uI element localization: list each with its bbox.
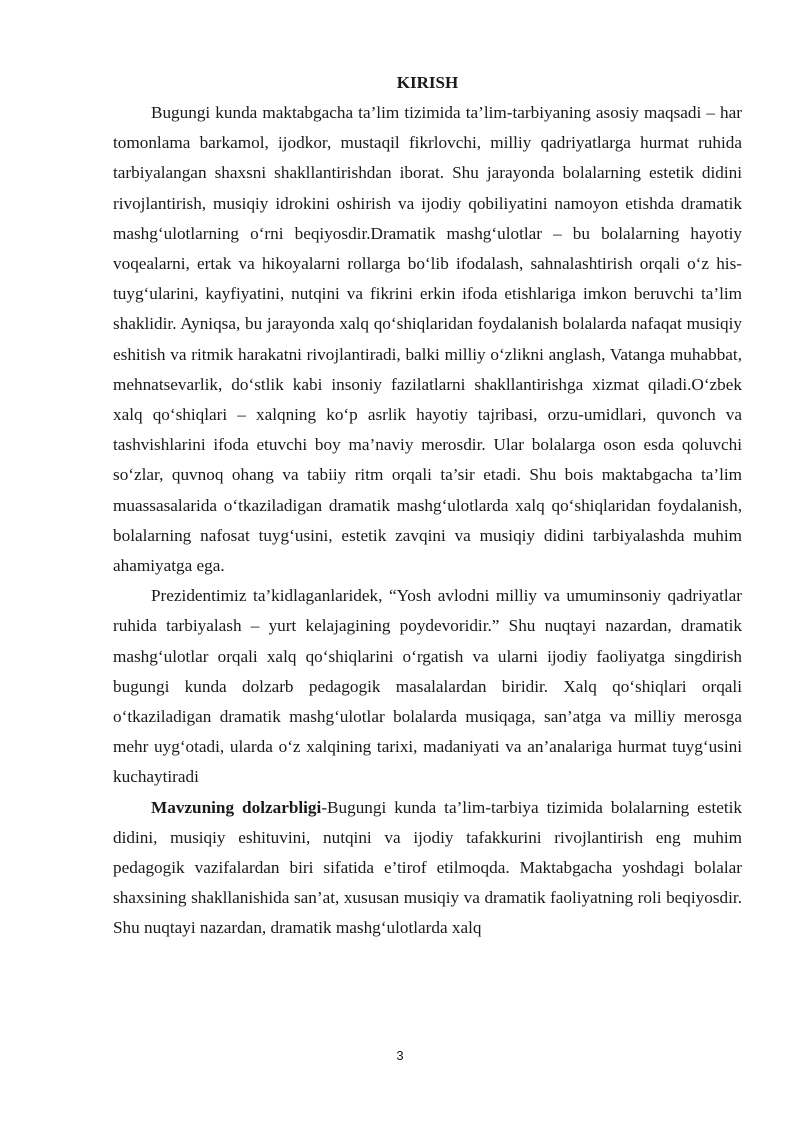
relevance-bold-lead: Mavzuning dolzarbligi <box>151 797 322 817</box>
document-page <box>113 72 742 944</box>
paragraph-president-quote: Prezidentimiz ta’kidlaganlaridek, “Yosh avlodni milliy va umuminsoniy qadriyatlar ruhida tarbiyalash – yurt kelajagining poydevoridir.” Shu nuqtayi nazardan, dramatik mashg‘ulotlar orqali xalq qo‘shiqlarini o‘rgatish va ularni ijodiy faoliyatga singdirish bugungi kunda dolzarb pedagogik masalalardan biridir. Xalq qo‘shiqlari orqali o‘tkaziladigan dramatik mashg‘ulotlar bolalarda musiqaga, san’atga va milliy merosga mehr uyg‘otadi, ularda o‘z xalqining tarixi, madaniyati va an’analariga hurmat tuyg‘usini kuchaytiradi <box>113 586 742 787</box>
section-heading: KIRISH <box>396 73 459 92</box>
page-number: 3 <box>396 1048 404 1063</box>
paragraph-relevance <box>113 793 742 944</box>
paragraph-intro: Bugungi kunda maktabgacha ta’lim tizimida ta’lim-tarbiyaning asosiy maqsadi – har tomonlama barkamol, ijodkor, mustaqil fikrlovchi, milliy qadriyatlarga hurmat ruhida tarbiyalangan shaxsni shakllantirishdan iborat. Shu jarayonda bolalarning estetik didini rivojlantirish, musiqiy idrokini oshirish va ijodiy qobiliyatini namoyon etishda dramatik mashg‘ulotlarning o‘rni beqiyosdir.Dramatik mashg‘ulotlar – bu bolalarning hayotiy voqealarni, ertak va hikoyalarni rollarga bo‘lib ifodalash, sahnalashtirish orqali o‘z his-tuyg‘ularini, kayfiyatini, nutqini va fikrini erkin ifoda etishlariga imkon beruvchi ta’lim shaklidir. Ayniqsa, bu jarayonda xalq qo‘shiqlaridan foydalanish bolalarda nafaqat musiqiy eshitish va ritmik harakatni rivojlantiradi, balki milliy o‘zlikni anglash, Vatanga muhabbat, mehnatsevarlik, do‘stlik kabi insoniy fazilatlarni shakllantirishga xizmat qiladi.O‘zbek xalq qo‘shiqlari – xalqning ko‘p asrlik hayotiy tajribasi, orzu-umidlari, quvonch va tashvishlarini ifoda etuvchi boy ma’naviy merosdir. Ular bolalarga oson esda qoluvchi so‘zlar, quvnoq ohang va tabiiy ritm orqali ta’sir etadi. Shu bois maktabgacha ta’lim muassasalarida o‘tkaziladigan dramatik mashg‘ulotlarda xalq qo‘shiqlaridan foydalanish, bolalarning nafosat tuyg‘usini, estetik zavqini va musiqiy didini tarbiyalashda muhim ahamiyatga ega. <box>113 103 742 576</box>
relevance-text: -Bugungi kunda ta’lim-tarbiya tizimida bolalarning estetik didini, musiqiy eshituvini, nutqini va ijodiy tafakkurini rivojlantirish eng muhim pedagogik vazifalardan biri sifatida e’tirof etilmoqda. Maktabgacha yoshdagi bolalar shaxsining shakllanishida san’at, xususan musiqiy va dramatik faoliyatning roli beqiyosdir. Shu nuqtayi nazardan, dramatik mashg‘ulotlarda xalq <box>113 797 743 938</box>
